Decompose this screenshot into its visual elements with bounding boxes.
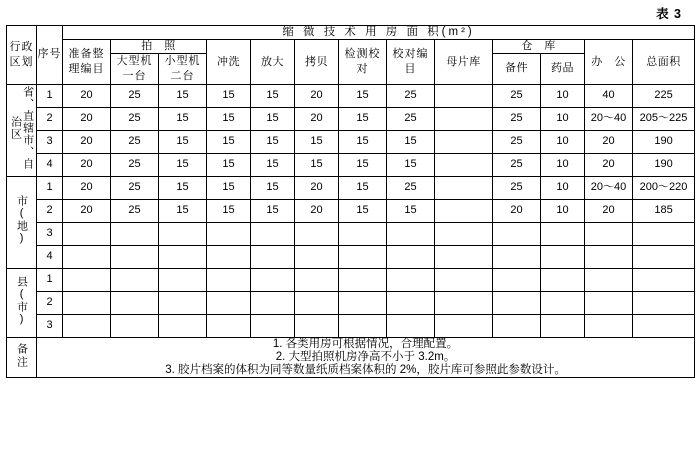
header-row-main bbox=[7, 40, 695, 54]
cell-total: 205～225 bbox=[633, 107, 695, 130]
cell-wash: 15 bbox=[207, 199, 251, 222]
cell-photo-large: 25 bbox=[111, 84, 159, 107]
cell-chem: 10 bbox=[541, 199, 585, 222]
cell-copy: 20 bbox=[295, 84, 339, 107]
cell-office bbox=[585, 245, 633, 268]
header-cell-proof bbox=[387, 40, 435, 84]
cell-wash: 15 bbox=[207, 84, 251, 107]
cell-parts: 25 bbox=[493, 84, 541, 107]
cell-seq: 3 bbox=[37, 222, 63, 245]
row-group-label: 县(市) bbox=[15, 275, 28, 326]
table-row bbox=[7, 153, 695, 176]
table-footer bbox=[7, 337, 695, 378]
header-cell-seq bbox=[37, 26, 63, 85]
cell-photo-small: 15 bbox=[159, 84, 207, 107]
cell-parts bbox=[493, 268, 541, 291]
cell-photo-small: 15 bbox=[159, 199, 207, 222]
cell-check: 15 bbox=[339, 199, 387, 222]
cell-office: 20 bbox=[585, 153, 633, 176]
header-photo-large-label: 大型机一台 bbox=[116, 54, 153, 82]
cell-total: 190 bbox=[633, 130, 695, 153]
notes-content-cell bbox=[37, 337, 695, 378]
header-cell-check bbox=[339, 40, 387, 84]
cell-seq: 4 bbox=[37, 245, 63, 268]
cell-copy bbox=[295, 245, 339, 268]
cell-parts: 25 bbox=[493, 130, 541, 153]
cell-total bbox=[633, 245, 695, 268]
cell-photo-large: 25 bbox=[111, 130, 159, 153]
cell-chem: 10 bbox=[541, 176, 585, 199]
cell-proof bbox=[387, 245, 435, 268]
cell-total: 200～220 bbox=[633, 176, 695, 199]
cell-chem bbox=[541, 268, 585, 291]
header-check-label: 检测校对 bbox=[344, 48, 381, 75]
cell-check bbox=[339, 314, 387, 337]
cell-chem bbox=[541, 291, 585, 314]
cell-office: 20～40 bbox=[585, 107, 633, 130]
header-photo-small-label: 小型机二台 bbox=[164, 54, 201, 82]
cell-seq: 2 bbox=[37, 199, 63, 222]
cell-seq: 1 bbox=[37, 176, 63, 199]
cell-enlarge: 15 bbox=[251, 176, 295, 199]
table-caption: 表 3 bbox=[656, 7, 682, 21]
cell-copy: 20 bbox=[295, 107, 339, 130]
cell-parts: 25 bbox=[493, 107, 541, 130]
header-cell-master: 母片库 bbox=[435, 40, 493, 84]
header-cell-storage-chem: 药品 bbox=[541, 53, 585, 84]
cell-total bbox=[633, 291, 695, 314]
cell-enlarge: 15 bbox=[251, 153, 295, 176]
header-cell-photo: 拍 照 bbox=[111, 40, 207, 54]
cell-master bbox=[435, 107, 493, 130]
header-seq-label: 序号 bbox=[37, 48, 62, 61]
cell-enlarge bbox=[251, 314, 295, 337]
area-standards-table bbox=[6, 25, 695, 378]
header-cell-wash: 冲洗 bbox=[207, 40, 251, 84]
cell-photo-large bbox=[111, 268, 159, 291]
cell-chem: 10 bbox=[541, 84, 585, 107]
cell-wash: 15 bbox=[207, 130, 251, 153]
cell-enlarge: 15 bbox=[251, 130, 295, 153]
cell-copy: 15 bbox=[295, 153, 339, 176]
cell-master bbox=[435, 314, 493, 337]
cell-office: 20～40 bbox=[585, 176, 633, 199]
header-proof-label: 校对编目 bbox=[392, 48, 429, 75]
note-line: 2. 大型拍照机房净高不小于 3.2m。 bbox=[275, 350, 456, 363]
cell-photo-small bbox=[159, 291, 207, 314]
cell-office bbox=[585, 291, 633, 314]
cell-master bbox=[435, 268, 493, 291]
row-group-label-cell bbox=[7, 176, 37, 268]
cell-parts: 25 bbox=[493, 176, 541, 199]
cell-total: 190 bbox=[633, 153, 695, 176]
cell-master bbox=[435, 222, 493, 245]
cell-check bbox=[339, 245, 387, 268]
header-cell-photo-small bbox=[159, 53, 207, 84]
cell-wash: 15 bbox=[207, 153, 251, 176]
cell-chem bbox=[541, 245, 585, 268]
note-line: 1. 各类用房可根据情况，合理配置。 bbox=[272, 337, 459, 350]
cell-total: 185 bbox=[633, 199, 695, 222]
cell-photo-large bbox=[111, 222, 159, 245]
notes-label: 备注 bbox=[15, 342, 28, 369]
cell-seq: 3 bbox=[37, 130, 63, 153]
cell-parts bbox=[493, 245, 541, 268]
cell-check: 15 bbox=[339, 176, 387, 199]
cell-check bbox=[339, 268, 387, 291]
table-header bbox=[7, 26, 695, 85]
cell-check bbox=[339, 291, 387, 314]
cell-proof: 25 bbox=[387, 84, 435, 107]
cell-master bbox=[435, 199, 493, 222]
cell-master bbox=[435, 84, 493, 107]
cell-wash bbox=[207, 314, 251, 337]
cell-photo-small bbox=[159, 314, 207, 337]
table-row bbox=[7, 222, 695, 245]
cell-prep bbox=[63, 222, 111, 245]
table-row bbox=[7, 107, 695, 130]
cell-seq: 2 bbox=[37, 107, 63, 130]
cell-photo-small: 15 bbox=[159, 176, 207, 199]
cell-master bbox=[435, 153, 493, 176]
cell-seq: 3 bbox=[37, 314, 63, 337]
cell-proof: 15 bbox=[387, 130, 435, 153]
header-cell-prep bbox=[63, 40, 111, 84]
cell-prep bbox=[63, 245, 111, 268]
cell-master bbox=[435, 130, 493, 153]
header-cell-copy: 拷贝 bbox=[295, 40, 339, 84]
cell-wash bbox=[207, 245, 251, 268]
cell-check: 15 bbox=[339, 153, 387, 176]
cell-check: 15 bbox=[339, 84, 387, 107]
cell-photo-large: 25 bbox=[111, 107, 159, 130]
cell-photo-large bbox=[111, 291, 159, 314]
row-group-label: 市(地) bbox=[15, 195, 28, 246]
cell-check: 15 bbox=[339, 107, 387, 130]
cell-photo-large: 25 bbox=[111, 176, 159, 199]
cell-master bbox=[435, 176, 493, 199]
cell-proof: 15 bbox=[387, 153, 435, 176]
cell-enlarge bbox=[251, 245, 295, 268]
cell-parts: 20 bbox=[493, 199, 541, 222]
cell-master bbox=[435, 245, 493, 268]
cell-prep: 20 bbox=[63, 199, 111, 222]
cell-copy: 20 bbox=[295, 176, 339, 199]
cell-office: 40 bbox=[585, 84, 633, 107]
cell-wash bbox=[207, 268, 251, 291]
cell-seq: 4 bbox=[37, 153, 63, 176]
cell-photo-small: 15 bbox=[159, 107, 207, 130]
table-row bbox=[7, 130, 695, 153]
cell-check: 15 bbox=[339, 130, 387, 153]
header-prep-label: 准备整理编目 bbox=[68, 48, 105, 75]
cell-office: 20 bbox=[585, 199, 633, 222]
cell-check bbox=[339, 222, 387, 245]
cell-photo-small bbox=[159, 268, 207, 291]
cell-prep: 20 bbox=[63, 130, 111, 153]
cell-total bbox=[633, 314, 695, 337]
cell-chem: 10 bbox=[541, 153, 585, 176]
table-row bbox=[7, 245, 695, 268]
cell-total: 225 bbox=[633, 84, 695, 107]
header-cell-total: 总面积 bbox=[633, 40, 695, 84]
notes-row bbox=[7, 337, 695, 378]
notes-label-cell bbox=[7, 337, 37, 378]
cell-chem: 10 bbox=[541, 107, 585, 130]
cell-parts: 25 bbox=[493, 153, 541, 176]
cell-photo-small bbox=[159, 222, 207, 245]
row-group-label-cell bbox=[7, 268, 37, 337]
cell-proof: 25 bbox=[387, 107, 435, 130]
table-row bbox=[7, 176, 695, 199]
header-cell-storage: 仓 库 bbox=[493, 40, 585, 54]
cell-prep bbox=[63, 291, 111, 314]
cell-photo-large: 25 bbox=[111, 199, 159, 222]
cell-chem bbox=[541, 314, 585, 337]
header-cell-office: 办 公 bbox=[585, 40, 633, 84]
header-cell-group-title: 缩 微 技 术 用 房 面 积(m²) bbox=[63, 26, 695, 40]
cell-prep: 20 bbox=[63, 176, 111, 199]
cell-photo-large bbox=[111, 314, 159, 337]
cell-proof: 15 bbox=[387, 199, 435, 222]
cell-enlarge: 15 bbox=[251, 84, 295, 107]
cell-enlarge: 15 bbox=[251, 199, 295, 222]
header-row-group-title bbox=[7, 26, 695, 40]
cell-enlarge bbox=[251, 291, 295, 314]
note-line: 3. 胶片档案的体积为同等数量纸质档案体积的 2%，胶片库可参照此参数设计。 bbox=[165, 363, 566, 376]
cell-prep bbox=[63, 268, 111, 291]
cell-prep bbox=[63, 314, 111, 337]
cell-prep: 20 bbox=[63, 107, 111, 130]
cell-copy bbox=[295, 314, 339, 337]
table-row bbox=[7, 291, 695, 314]
cell-photo-large: 25 bbox=[111, 153, 159, 176]
cell-parts bbox=[493, 222, 541, 245]
cell-seq: 2 bbox=[37, 291, 63, 314]
cell-prep: 20 bbox=[63, 84, 111, 107]
header-division-label: 行政区划 bbox=[9, 40, 34, 68]
cell-wash: 15 bbox=[207, 176, 251, 199]
cell-seq: 1 bbox=[37, 84, 63, 107]
cell-master bbox=[435, 291, 493, 314]
header-cell-division bbox=[7, 26, 37, 85]
table-body bbox=[7, 84, 695, 337]
cell-office bbox=[585, 222, 633, 245]
cell-copy: 15 bbox=[295, 130, 339, 153]
header-cell-photo-large bbox=[111, 53, 159, 84]
cell-wash: 15 bbox=[207, 107, 251, 130]
cell-proof: 25 bbox=[387, 176, 435, 199]
cell-wash bbox=[207, 222, 251, 245]
row-group-label: 省、直辖市、自治区 bbox=[9, 86, 34, 171]
cell-chem: 10 bbox=[541, 130, 585, 153]
cell-proof bbox=[387, 291, 435, 314]
cell-chem bbox=[541, 222, 585, 245]
table-row bbox=[7, 199, 695, 222]
cell-enlarge: 15 bbox=[251, 107, 295, 130]
cell-photo-large bbox=[111, 245, 159, 268]
table-row bbox=[7, 314, 695, 337]
cell-photo-small bbox=[159, 245, 207, 268]
cell-total bbox=[633, 268, 695, 291]
cell-parts bbox=[493, 291, 541, 314]
cell-photo-small: 15 bbox=[159, 153, 207, 176]
cell-photo-small: 15 bbox=[159, 130, 207, 153]
table-row bbox=[7, 84, 695, 107]
cell-copy: 20 bbox=[295, 199, 339, 222]
cell-office: 20 bbox=[585, 130, 633, 153]
cell-copy bbox=[295, 222, 339, 245]
row-group-label-cell bbox=[7, 84, 37, 176]
cell-copy bbox=[295, 291, 339, 314]
cell-parts bbox=[493, 314, 541, 337]
cell-copy bbox=[295, 268, 339, 291]
cell-proof bbox=[387, 222, 435, 245]
cell-total bbox=[633, 222, 695, 245]
cell-office bbox=[585, 314, 633, 337]
cell-wash bbox=[207, 291, 251, 314]
cell-proof bbox=[387, 268, 435, 291]
table-row bbox=[7, 268, 695, 291]
cell-proof bbox=[387, 314, 435, 337]
cell-seq: 1 bbox=[37, 268, 63, 291]
cell-prep: 20 bbox=[63, 153, 111, 176]
cell-enlarge bbox=[251, 222, 295, 245]
cell-enlarge bbox=[251, 268, 295, 291]
header-cell-enlarge: 放大 bbox=[251, 40, 295, 84]
header-cell-storage-parts: 备件 bbox=[493, 53, 541, 84]
cell-office bbox=[585, 268, 633, 291]
